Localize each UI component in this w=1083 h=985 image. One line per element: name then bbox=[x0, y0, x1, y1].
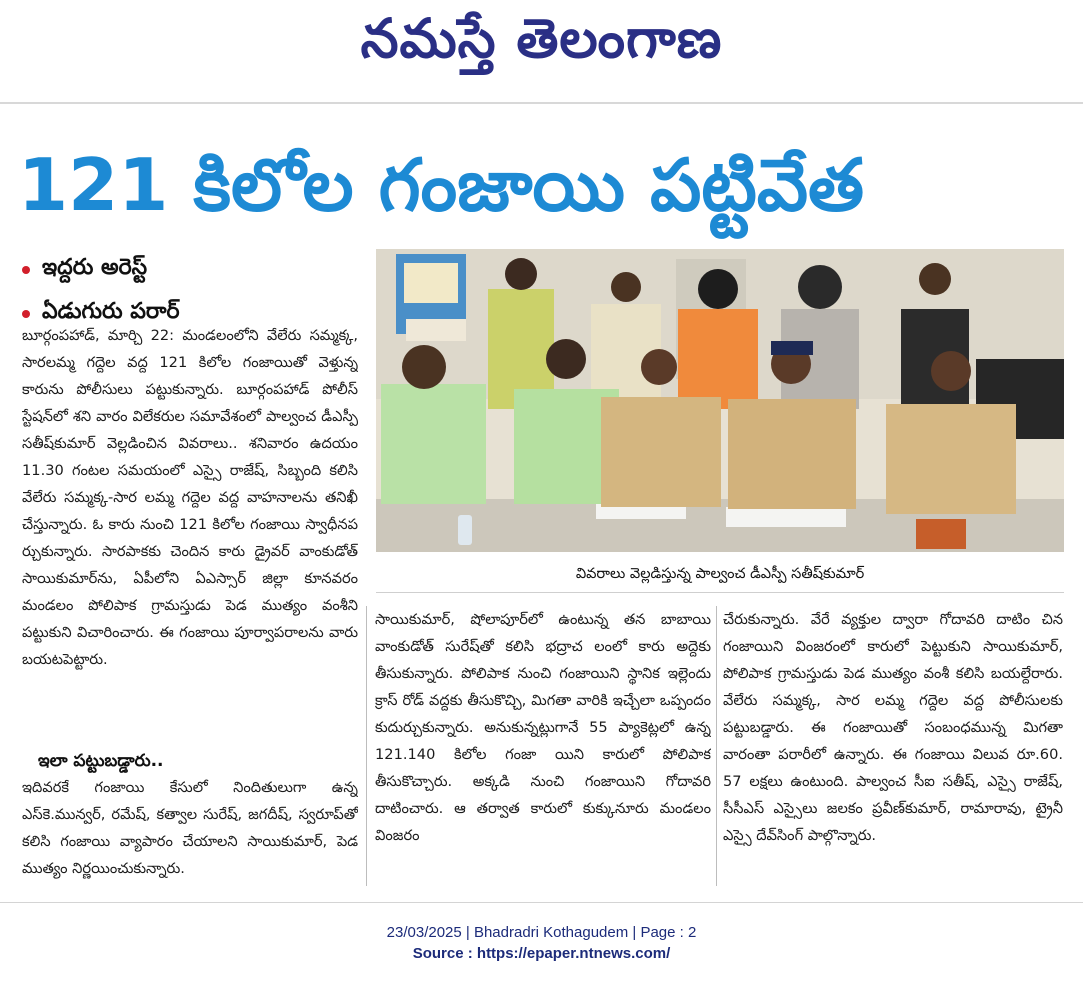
bullet-text: ఏడుగురు పరార్ bbox=[42, 299, 180, 324]
article-column-3: చేరుకున్నారు. వేరే వ్యక్తుల ద్వారా గోదావరి దాటిం చిన గంజాయిని వింజరంలో కారులో పెట్టుకుని సాయికుమార్, పోలిపాక గ్రామస్తుడు పెడ ముత్యం వంశీ కలిసి బయల్దేరారు. వేలేరు సమ్మక్క, సార లమ్మ గద్దెల వద్ద పోలీసులకు పట్టుబడ్డారు. ఈ గంజాయితో సంబంధమున్న మిగతా వారంతా పరారీలో ఉన్నారు. ఈ గంజాయి విలువ రూ.60. 57 లక్షలు ఉంటుంది. పాల్వంచ సీఐ సతీష్, ఎస్సై రాజేష్, సీసీఎస్ ఎస్సైలు జలకం ప్రవీణ్‌కుమార్, రామారావు, ట్రైనీ ఎస్సై దేవ్‌సింగ్ పాల్గొన్నారు. bbox=[723, 611, 1063, 844]
news-photo bbox=[376, 249, 1064, 552]
footer-source: Source : https://epaper.ntnews.com/ bbox=[412, 945, 671, 962]
article-column-1-continued: ఇదివరకే గంజాయి కేసులో నిందితులుగా ఉన్న ఎస్‌కె.మున్వర్, రమేష్, కత్వాల సురేష్, జగదీష్, స్వరూప్‌తో కలిసి గంజాయి వ్యాపారం చేయాలని సాయికుమార్, పెడ ముత్యం నిర్ణయించుకున్నారు. bbox=[22, 779, 358, 877]
caption-divider bbox=[376, 592, 1064, 593]
article-headline: 121 కిలోల గంజాయి పట్టివేత bbox=[18, 143, 865, 227]
footer-divider bbox=[0, 902, 1083, 903]
footer-date-edition: 23/03/2025 | Bhadradri Kothagudem | Page : 2 bbox=[386, 924, 697, 941]
bullet-text: ఇద్దరు అరెస్ట్ bbox=[42, 255, 148, 280]
bullet-dot-icon bbox=[22, 310, 30, 318]
article-column-1: బూర్గంపహాడ్, మార్చి 22: మండలంలోని వేలేరు సమ్మక్క, సారలమ్మ గద్దెల వద్ద 121 కిలోల గంజాయితో వెళ్తున్న కారును పోలీసులు పట్టుకున్నారు. బూర్గంపహాడ్ పోలీస్ స్టేషన్‌లో శని వారం విలేకరుల సమావేశంలో పాల్వంచ డీఎస్పీ సతీష్‌కుమార్ వెల్లడించిన వివరాలు.. శనివారం ఉదయం 11.30 గంటల సమయంలో ఎస్సై రాజేష్, సిబ్బంది కలిసి వేలేరు సమ్మక్క-సార లమ్మ గద్దెల వద్ద వాహనాలను తనిఖీ చేస్తున్నారు. ఓ కారు నుంచి 121 కిలోల గంజాయి స్వాధీనప ర్చుకున్నారు. సారపాకకు చెందిన కారు డ్రైవర్ వాంకుడోత్ సాయికుమార్‌ను, ఏపీలోని ఏఎస్సార్ జిల్లా కూనవరం మండలం పోలిపాక గ్రామస్తుడు పెడ ముత్యం వంశీని పట్టుకుని విచారించారు. ఈ గంజాయి పూర్వాపరాలను వారు బయటపెట్టారు. bbox=[22, 327, 358, 668]
masthead-logo: నమస్తే తెలంగాణ bbox=[360, 7, 723, 70]
bullet-item bbox=[22, 248, 362, 292]
column-divider bbox=[366, 606, 367, 886]
bullet-dot-icon bbox=[22, 266, 30, 274]
photo-caption: వివరాలు వెల్లడిస్తున్న పాల్వంచ డీఎస్పీ సతీష్‌కుమార్ bbox=[575, 566, 865, 582]
page-footer bbox=[0, 922, 1083, 964]
masthead-divider bbox=[0, 102, 1083, 104]
article-column-2: సాయికుమార్, షోలాపూర్‌లో ఉంటున్న తన బాబాయి వాంకుడోత్ సురేష్‌తో కలిసి భద్రాచ లంలో కారు అద్దెకు తీసుకున్నారు. పోలిపాక నుంచి గంజాయిని స్థానిక ఇల్లెందు క్రాస్ రోడ్ వద్దకు తీసుకొచ్చి, మిగతా వారికి ఇచ్చేలా ఒప్పందం కుదుర్చుకున్నారు. అనుకున్నట్లుగానే 55 ప్యాకెట్లలో ఉన్న 121.140 కిలోల గంజా యిని కారులో పోలిపాక తీసుకొచ్చారు. అక్కడి నుంచి గంజాయిని గోదావరి దాటించారు. ఆ తర్వాత కారులో కుక్కునూరు మండలం వింజరం bbox=[375, 611, 711, 844]
police-press-meet-photo bbox=[376, 249, 1064, 552]
article-subheading: ఇలా పట్టుబడ్డారు.. bbox=[38, 751, 164, 771]
masthead bbox=[0, 0, 1083, 78]
column-divider bbox=[716, 606, 717, 886]
